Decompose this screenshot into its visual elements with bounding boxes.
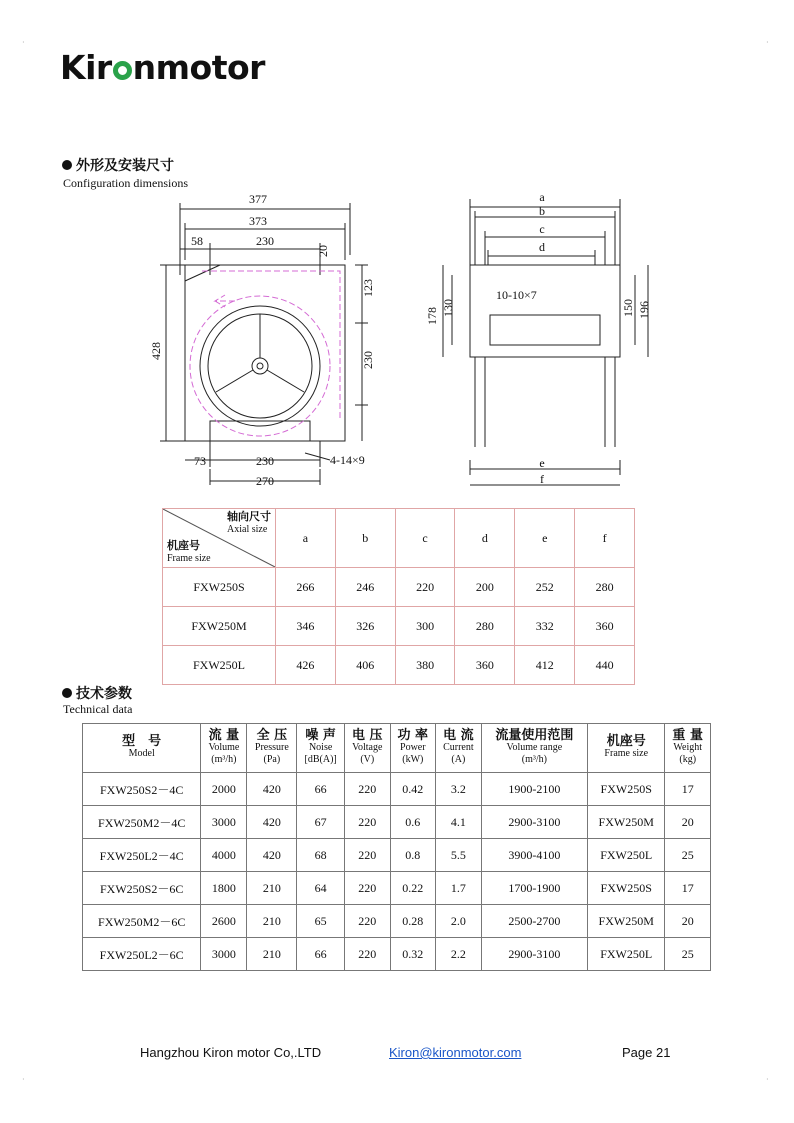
column-header — [247, 724, 297, 773]
company-logo: Kir nmotor — [60, 48, 265, 87]
header-zh: 重 量 — [672, 728, 703, 743]
table-cell: FXW250M — [588, 806, 665, 839]
table-cell: 2600 — [201, 905, 247, 938]
table-cell: 2000 — [201, 773, 247, 806]
table-cell: 5.5 — [436, 839, 482, 872]
table-cell: FXW250M — [588, 905, 665, 938]
svg-text:230: 230 — [256, 454, 274, 468]
table-row — [83, 773, 711, 806]
svg-text:428: 428 — [149, 342, 163, 360]
column-header — [588, 724, 665, 773]
model-cell: FXW250M2－4C — [83, 806, 201, 839]
table-cell: 3000 — [201, 938, 247, 971]
table-cell: 220 — [395, 568, 455, 607]
model-cell: FXW250M2－6C — [83, 905, 201, 938]
crop-mark: · — [22, 38, 25, 47]
table-cell: 420 — [247, 839, 297, 872]
table-cell: 412 — [515, 646, 575, 685]
table-cell: 66 — [297, 938, 345, 971]
axial-size-table — [162, 508, 635, 685]
svg-text:130: 130 — [441, 299, 455, 317]
footer-email[interactable] — [389, 1045, 521, 1060]
column-header — [665, 724, 711, 773]
header-zh: 噪 声 — [305, 728, 336, 743]
table-cell: FXW250L — [588, 938, 665, 971]
column-header: d — [455, 509, 515, 568]
header-en: Volume range — [506, 742, 563, 753]
table-cell: 380 — [395, 646, 455, 685]
header-unit: (A) — [451, 754, 466, 765]
header-zh: 电 流 — [443, 728, 474, 743]
email-link[interactable]: Kiron@kironmotor.com — [389, 1045, 522, 1060]
svg-text:270: 270 — [256, 474, 274, 488]
column-header: c — [395, 509, 455, 568]
table-cell: 20 — [665, 905, 711, 938]
table-cell: 4.1 — [436, 806, 482, 839]
svg-text:c: c — [539, 222, 545, 236]
table-cell: 17 — [665, 773, 711, 806]
table-header-row — [83, 724, 711, 773]
header-unit: (kg) — [679, 754, 697, 765]
logo-ring-icon — [113, 61, 132, 80]
header-en: Voltage — [352, 742, 383, 753]
svg-text:230: 230 — [361, 351, 375, 369]
frame-size-label: 机座号 Frame size — [167, 540, 211, 564]
table-cell: 210 — [247, 938, 297, 971]
svg-text:196: 196 — [637, 301, 651, 319]
model-cell: FXW250S2－6C — [83, 872, 201, 905]
header-zh: 流 量 — [208, 728, 240, 743]
header-zh: 流量使用范围 — [495, 728, 574, 743]
table-cell: 220 — [344, 839, 390, 872]
header-en: Pressure — [254, 742, 289, 753]
table-cell: 326 — [335, 607, 395, 646]
table-cell: 2.0 — [436, 905, 482, 938]
column-header: e — [515, 509, 575, 568]
table-cell: 0.28 — [390, 905, 436, 938]
column-header — [201, 724, 247, 773]
svg-text:73: 73 — [194, 454, 206, 468]
column-header — [344, 724, 390, 773]
svg-text:377: 377 — [249, 192, 267, 206]
crop-mark: · — [766, 38, 769, 47]
header-unit: (V) — [360, 754, 375, 765]
column-header: b — [335, 509, 395, 568]
table-cell: FXW250S — [588, 773, 665, 806]
model-cell: FXW250L2－6C — [83, 938, 201, 971]
svg-text:10-10×7: 10-10×7 — [496, 288, 537, 302]
svg-text:150: 150 — [621, 299, 635, 317]
table-cell: 300 — [395, 607, 455, 646]
header-en: Model — [128, 748, 155, 759]
column-header — [390, 724, 436, 773]
column-header: f — [575, 509, 635, 568]
header-zh: 功 率 — [397, 728, 429, 743]
table-cell: 246 — [335, 568, 395, 607]
table-cell: 25 — [665, 839, 711, 872]
table-cell: 220 — [344, 938, 390, 971]
table-cell: 210 — [247, 905, 297, 938]
table-row — [83, 938, 711, 971]
header-unit: (kW) — [402, 754, 424, 765]
column-header: a — [276, 509, 336, 568]
table-cell: 220 — [344, 905, 390, 938]
table-row — [163, 568, 635, 607]
table-cell: 25 — [665, 938, 711, 971]
table-row — [83, 839, 711, 872]
table-cell: 220 — [344, 773, 390, 806]
table-cell: 2500-2700 — [481, 905, 587, 938]
table-cell: 0.6 — [390, 806, 436, 839]
section-subtitle-technical: Technical data — [63, 702, 133, 716]
table-cell: 20 — [665, 806, 711, 839]
svg-text:f: f — [540, 472, 544, 486]
table-cell: 68 — [297, 839, 345, 872]
table-cell: 426 — [276, 646, 336, 685]
table-cell: 2900-3100 — [481, 938, 587, 971]
table-cell: 2.2 — [436, 938, 482, 971]
header-zh: 全 压 — [256, 728, 288, 743]
technical-data-table — [82, 723, 711, 971]
section-title-configuration: 外形及安装尺寸 — [62, 155, 174, 175]
table-cell: 360 — [455, 646, 515, 685]
table-cell: FXW250L — [588, 839, 665, 872]
model-cell: FXW250S2－4C — [83, 773, 201, 806]
table-cell: 280 — [455, 607, 515, 646]
bullet-icon — [62, 160, 72, 170]
table-cell: 65 — [297, 905, 345, 938]
section-subtitle-configuration: Configuration dimensions — [63, 176, 188, 190]
table-cell: 332 — [515, 607, 575, 646]
table-cell: 66 — [297, 773, 345, 806]
table-cell: 420 — [247, 773, 297, 806]
table-cell: 440 — [575, 646, 635, 685]
svg-text:a: a — [539, 190, 545, 204]
header-unit: [dB(A)] — [304, 754, 337, 765]
table-cell: 0.22 — [390, 872, 436, 905]
footer-company: Hangzhou Kiron motor Co,.LTD — [140, 1045, 322, 1060]
model-cell: FXW250L2－4C — [83, 839, 201, 872]
table-cell: 266 — [276, 568, 336, 607]
table-row — [163, 607, 635, 646]
frame-cell: FXW250M — [163, 607, 276, 646]
header-zh: 电 压 — [351, 728, 383, 743]
header-zh: 型 号 — [122, 734, 162, 749]
table-cell: 4000 — [201, 839, 247, 872]
svg-text:58: 58 — [191, 234, 203, 248]
table-row — [83, 806, 711, 839]
crop-mark: · — [766, 1075, 769, 1084]
table-row — [83, 905, 711, 938]
column-header — [297, 724, 345, 773]
table-cell: 252 — [515, 568, 575, 607]
svg-text:230: 230 — [256, 234, 274, 248]
table-cell: 64 — [297, 872, 345, 905]
table-cell: FXW250S — [588, 872, 665, 905]
table-cell: 0.8 — [390, 839, 436, 872]
header-unit: (m³/h) — [521, 754, 547, 765]
bullet-icon — [62, 688, 72, 698]
table-cell: 1800 — [201, 872, 247, 905]
header-en: Current — [443, 742, 474, 753]
table-cell: 220 — [344, 872, 390, 905]
svg-text:178: 178 — [425, 307, 439, 325]
table-cell: 3900-4100 — [481, 839, 587, 872]
table-cell: 0.42 — [390, 773, 436, 806]
header-en: Noise — [308, 742, 333, 753]
table-cell: 406 — [335, 646, 395, 685]
table-cell: 360 — [575, 607, 635, 646]
header-unit: (m³/h) — [211, 754, 237, 765]
table-cell: 2900-3100 — [481, 806, 587, 839]
table-cell: 210 — [247, 872, 297, 905]
table-cell: 1.7 — [436, 872, 482, 905]
dimension-drawing — [140, 185, 660, 497]
footer-page-number: Page 21 — [622, 1045, 671, 1060]
table-cell: 346 — [276, 607, 336, 646]
svg-text:20: 20 — [316, 245, 330, 257]
header-en: Volume — [208, 742, 240, 753]
axial-size-label: 轴向尺寸 Axial size — [227, 511, 271, 535]
header-en: Weight — [673, 742, 703, 753]
table-row — [163, 646, 635, 685]
table-cell: 67 — [297, 806, 345, 839]
section-title-technical: 技术参数 — [62, 683, 132, 703]
table-cell: 0.32 — [390, 938, 436, 971]
column-header — [481, 724, 587, 773]
crop-mark: · — [22, 1075, 25, 1084]
column-header — [436, 724, 482, 773]
axial-table-corner — [163, 509, 276, 568]
frame-cell: FXW250S — [163, 568, 276, 607]
svg-text:123: 123 — [361, 279, 375, 297]
table-cell: 280 — [575, 568, 635, 607]
svg-text:b: b — [539, 204, 545, 218]
svg-text:373: 373 — [249, 214, 267, 228]
table-cell: 1700-1900 — [481, 872, 587, 905]
header-unit: (Pa) — [263, 754, 281, 765]
table-cell: 17 — [665, 872, 711, 905]
table-cell: 3000 — [201, 806, 247, 839]
svg-text:e: e — [539, 456, 545, 470]
table-cell: 3.2 — [436, 773, 482, 806]
table-cell: 220 — [344, 806, 390, 839]
column-header — [83, 724, 201, 773]
header-en: Power — [400, 742, 426, 753]
svg-text:d: d — [539, 240, 545, 254]
header-en: Frame size — [604, 748, 649, 759]
table-cell: 1900-2100 — [481, 773, 587, 806]
table-row — [83, 872, 711, 905]
table-cell: 200 — [455, 568, 515, 607]
table-header-row — [163, 509, 635, 568]
header-zh: 机座号 — [606, 734, 646, 749]
table-cell: 420 — [247, 806, 297, 839]
svg-text:4-14×9: 4-14×9 — [330, 453, 365, 467]
frame-cell: FXW250L — [163, 646, 276, 685]
